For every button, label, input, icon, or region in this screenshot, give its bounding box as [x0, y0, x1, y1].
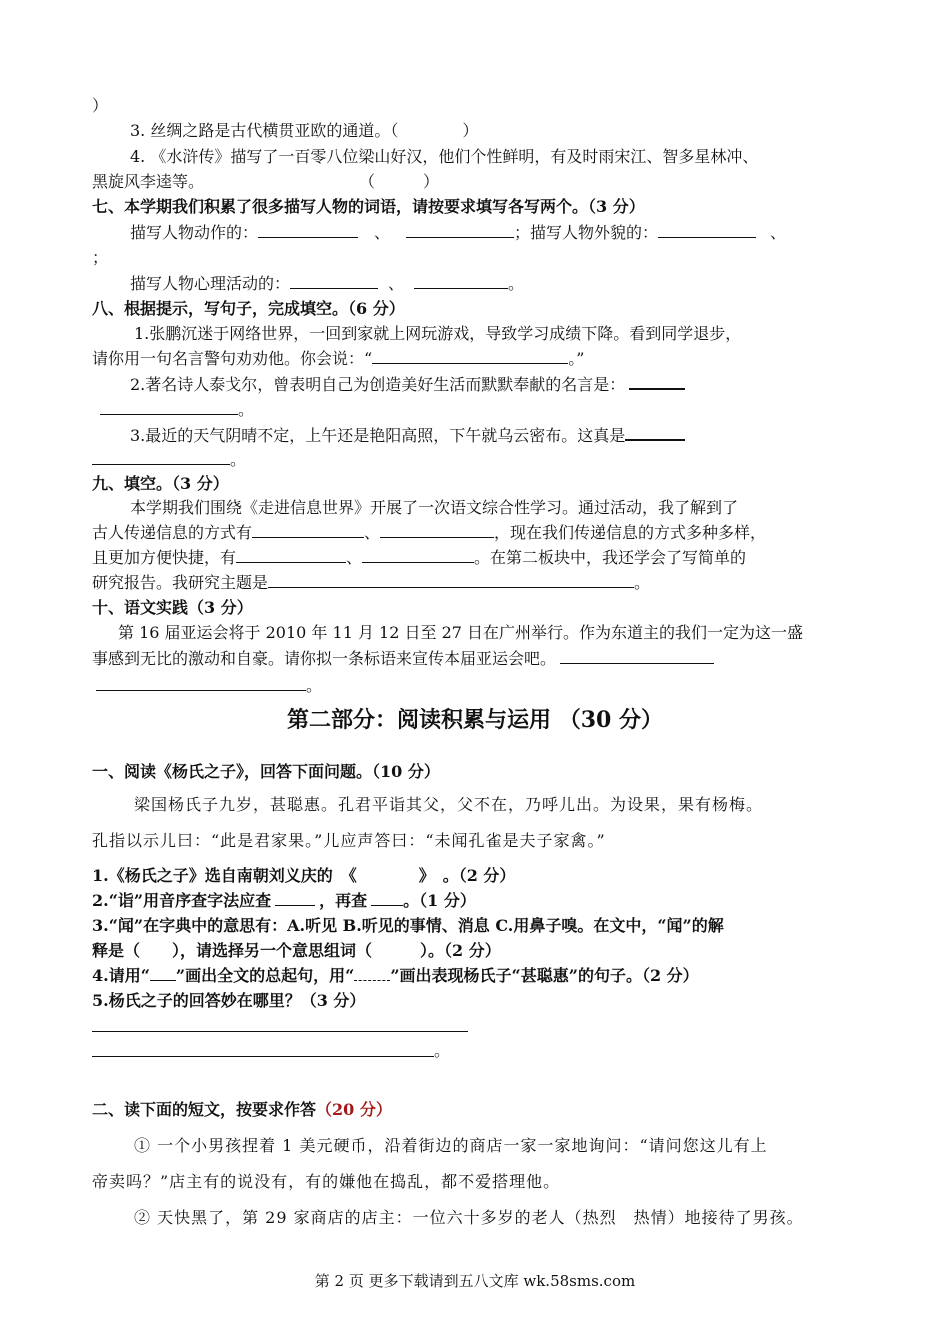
r2-p1-line1: ① 一个小男孩捏着 1 美元硬币，沿着街边的商店一家一家地询问：“请问您这儿有上: [134, 1136, 768, 1155]
r1-q4: [92, 964, 699, 988]
q10-line2: [92, 647, 714, 671]
r1-q4-text-a: 4.请用“: [92, 966, 150, 985]
q10-blank-a[interactable]: [560, 647, 714, 664]
q9-line1: 本学期我们围绕《走进信息世界》开展了一次语文综合性学习。通过活动，我了解到了: [130, 498, 739, 517]
q9-heading: 九、填空。（3 分）: [92, 474, 229, 493]
page-footer: 第 2 页 更多下载请到五八文库 wk.58sms.com: [314, 1272, 636, 1290]
q9-line2: [92, 521, 766, 545]
r1-q3-line2: 释是（ ），请选择另一个意思组词（ ）。（2 分）: [92, 941, 501, 960]
q8-s1-line1: 1.张鹏沉迷于网络世界，一回到家就上网玩游戏，导致学习成绩下降。看到同学退步，: [134, 324, 742, 343]
r1-q2-mid: ，再查: [319, 891, 368, 910]
q8-s2-blank-b[interactable]: [100, 398, 238, 415]
paren-close: ）: [92, 96, 109, 115]
r1-q1-end: 》 。（2 分）: [418, 866, 516, 885]
q8-s3-line1: [130, 423, 685, 448]
q7-appearance-label: ；描写人物外貌的：: [514, 223, 659, 242]
r1-q4-text-b: ”画出全文的总起句，用“: [175, 966, 355, 985]
q9-sep-1: 、: [364, 523, 381, 542]
q7-action-blank-2[interactable]: [406, 221, 514, 238]
q8-s2-blank-a[interactable]: [629, 372, 685, 390]
r1-text-line2: 孔指以示儿曰：“此是君家果。”儿应声答曰：“未闻孔雀是夫子家禽。”: [92, 831, 606, 850]
r1-q4-mark-1: [150, 964, 176, 981]
q7-semicolon: ；: [92, 248, 109, 267]
q7-mind-label: 描写人物心理活动的：: [130, 274, 291, 293]
r1-q4-mark-2: [354, 964, 390, 981]
q9-topic-label: 研究报告。我研究主题是: [92, 573, 269, 592]
judge-item-4-paren: （ ）: [359, 172, 440, 191]
q8-s3-blank-b[interactable]: [92, 448, 230, 465]
r2-heading: [92, 1098, 392, 1122]
q7-line1: [130, 221, 786, 245]
q9-line3: [92, 546, 746, 570]
r1-q1-text: 1.《杨氏之子》选自南朝刘义庆的 《: [92, 866, 357, 885]
q9-ancient-blank-2[interactable]: [380, 521, 494, 538]
r1-q5: 5.杨氏之子的回答妙在哪里？（3 分）: [92, 991, 366, 1010]
r1-q5-end: 。: [434, 1041, 451, 1060]
q8-heading: 八、根据提示，写句子，完成填空。（6 分）: [92, 299, 405, 318]
r2-p2-line1: ② 天快黑了，第 29 家商店的店主：一位六十多岁的老人（热烈 热情）地接待了男孩。: [134, 1208, 804, 1227]
q7-mind-blank-2[interactable]: [414, 272, 508, 289]
r1-text-line1: 梁国杨氏子九岁，甚聪惠。孔君平诣其父，父不在，乃呼儿出。为设果，果有杨梅。: [134, 795, 764, 814]
q9-line4: [92, 571, 650, 595]
r1-q5-blank-2[interactable]: [92, 1056, 434, 1057]
q7-sep-3: 、: [388, 274, 405, 293]
q9-topic-blank[interactable]: [268, 571, 634, 588]
q8-s2-prompt: 2.著名诗人泰戈尔，曾表明自己为创造美好生活而默默奉献的名言是：: [130, 375, 626, 394]
r1-q4-text-c: ”画出表现杨氏子“甚聪惠”的句子。（2 分）: [390, 966, 699, 985]
q9-modern-blank-1[interactable]: [236, 546, 346, 563]
r1-q3-line1: 3.“闻”在字典中的意思有：A.听见 B.听见的事情、消息 C.用鼻子嗅。在文中，“闻”的解: [92, 916, 724, 935]
q9-line3-rest: 。在第二板块中，我还学会了写简单的: [474, 548, 747, 567]
q10-line1: 第 16 届亚运会将于 2010 年 11 月 12 日至 27 日在广州举行。作为东道主的我们一定为这一盛: [118, 623, 804, 642]
q8-s3-end: 。: [230, 450, 247, 469]
r1-q2: [92, 889, 476, 913]
q7-line3: [130, 272, 524, 296]
r1-q2-text: 2.“诣”用音序查字法应查: [92, 891, 272, 910]
q9-modern-blank-2[interactable]: [362, 546, 474, 563]
r1-q2-end: 。（1 分）: [403, 891, 476, 910]
q8-s1-end: 。”: [568, 349, 585, 368]
q8-s1-blank[interactable]: [372, 347, 568, 364]
q9-ancient-label: 古人传递信息的方式有: [92, 523, 253, 542]
q9-sep-2: 、: [346, 548, 363, 567]
q8-s3-blank-a[interactable]: [625, 423, 685, 441]
r1-q1: [92, 864, 515, 888]
q7-mind-blank-1[interactable]: [290, 272, 378, 289]
part2-title: 第二部分：阅读积累与运用 （30 分）: [287, 707, 663, 733]
q10-end: 。: [306, 676, 323, 695]
q10-heading: 十、语文实践（3 分）: [92, 598, 253, 617]
r1-q5-blank-1[interactable]: [92, 1031, 468, 1032]
q8-s3-line2: [92, 448, 246, 472]
q9-modern-label: 且更加方便快捷，有: [92, 548, 237, 567]
q8-s2-line1: [130, 372, 685, 397]
r1-heading: 一、阅读《杨氏之子》，回答下面问题。（10 分）: [92, 762, 440, 781]
q8-s1-prompt: 请你用一句名言警句劝劝他。你会说：“: [92, 349, 373, 368]
q7-action-label: 描写人物动作的：: [130, 223, 259, 242]
q8-s3-prompt: 3.最近的天气阴晴不定，上午还是艳阳高照，下午就乌云密布。这真是: [130, 426, 626, 445]
judge-item-4-text: 黑旋风李逵等。: [92, 172, 205, 191]
r1-q2-blank-1[interactable]: [275, 889, 315, 906]
q8-s2-end: 。: [238, 400, 255, 419]
r2-score: （20 分）: [316, 1100, 392, 1119]
q10-blank-b[interactable]: [96, 674, 306, 691]
q10-prompt: 事感到无比的激动和自豪。请你拟一条标语来宣传本届亚运会吧。: [92, 649, 557, 668]
q8-s2-line2: [100, 398, 254, 422]
q10-line3: [96, 674, 322, 698]
judge-item-4-line2: [92, 170, 439, 194]
q9-ancient-blank-1[interactable]: [252, 521, 364, 538]
q7-sep-1: 、: [374, 223, 391, 242]
q9-end: 。: [634, 573, 651, 592]
q7-appearance-blank-1[interactable]: [658, 221, 756, 238]
q7-sep-2: 、: [770, 223, 787, 242]
judge-item-4-line1: 4. 《水浒传》描写了一百零八位梁山好汉，他们个性鲜明，有及时雨宋江、智多星林冲、: [130, 147, 759, 166]
q9-line2-rest: ，现在我们传递信息的方式多种多样，: [494, 523, 767, 542]
r2-p1-line2: 帝卖吗？”店主有的说没有，有的嫌他在捣乱，都不爱搭理他。: [92, 1172, 561, 1191]
q7-action-blank-1[interactable]: [258, 221, 358, 238]
q8-s1-line2: [92, 347, 584, 371]
judge-item-3: 3. 丝绸之路是古代横贯亚欧的通道。（ ）: [130, 121, 479, 140]
q7-heading: 七、本学期我们积累了很多描写人物的词语，请按要求填写各写两个。（3 分）: [92, 197, 645, 216]
r2-heading-text: 二、读下面的短文，按要求作答: [92, 1100, 317, 1119]
q7-end: 。: [508, 274, 525, 293]
r1-q2-blank-2[interactable]: [371, 889, 403, 906]
